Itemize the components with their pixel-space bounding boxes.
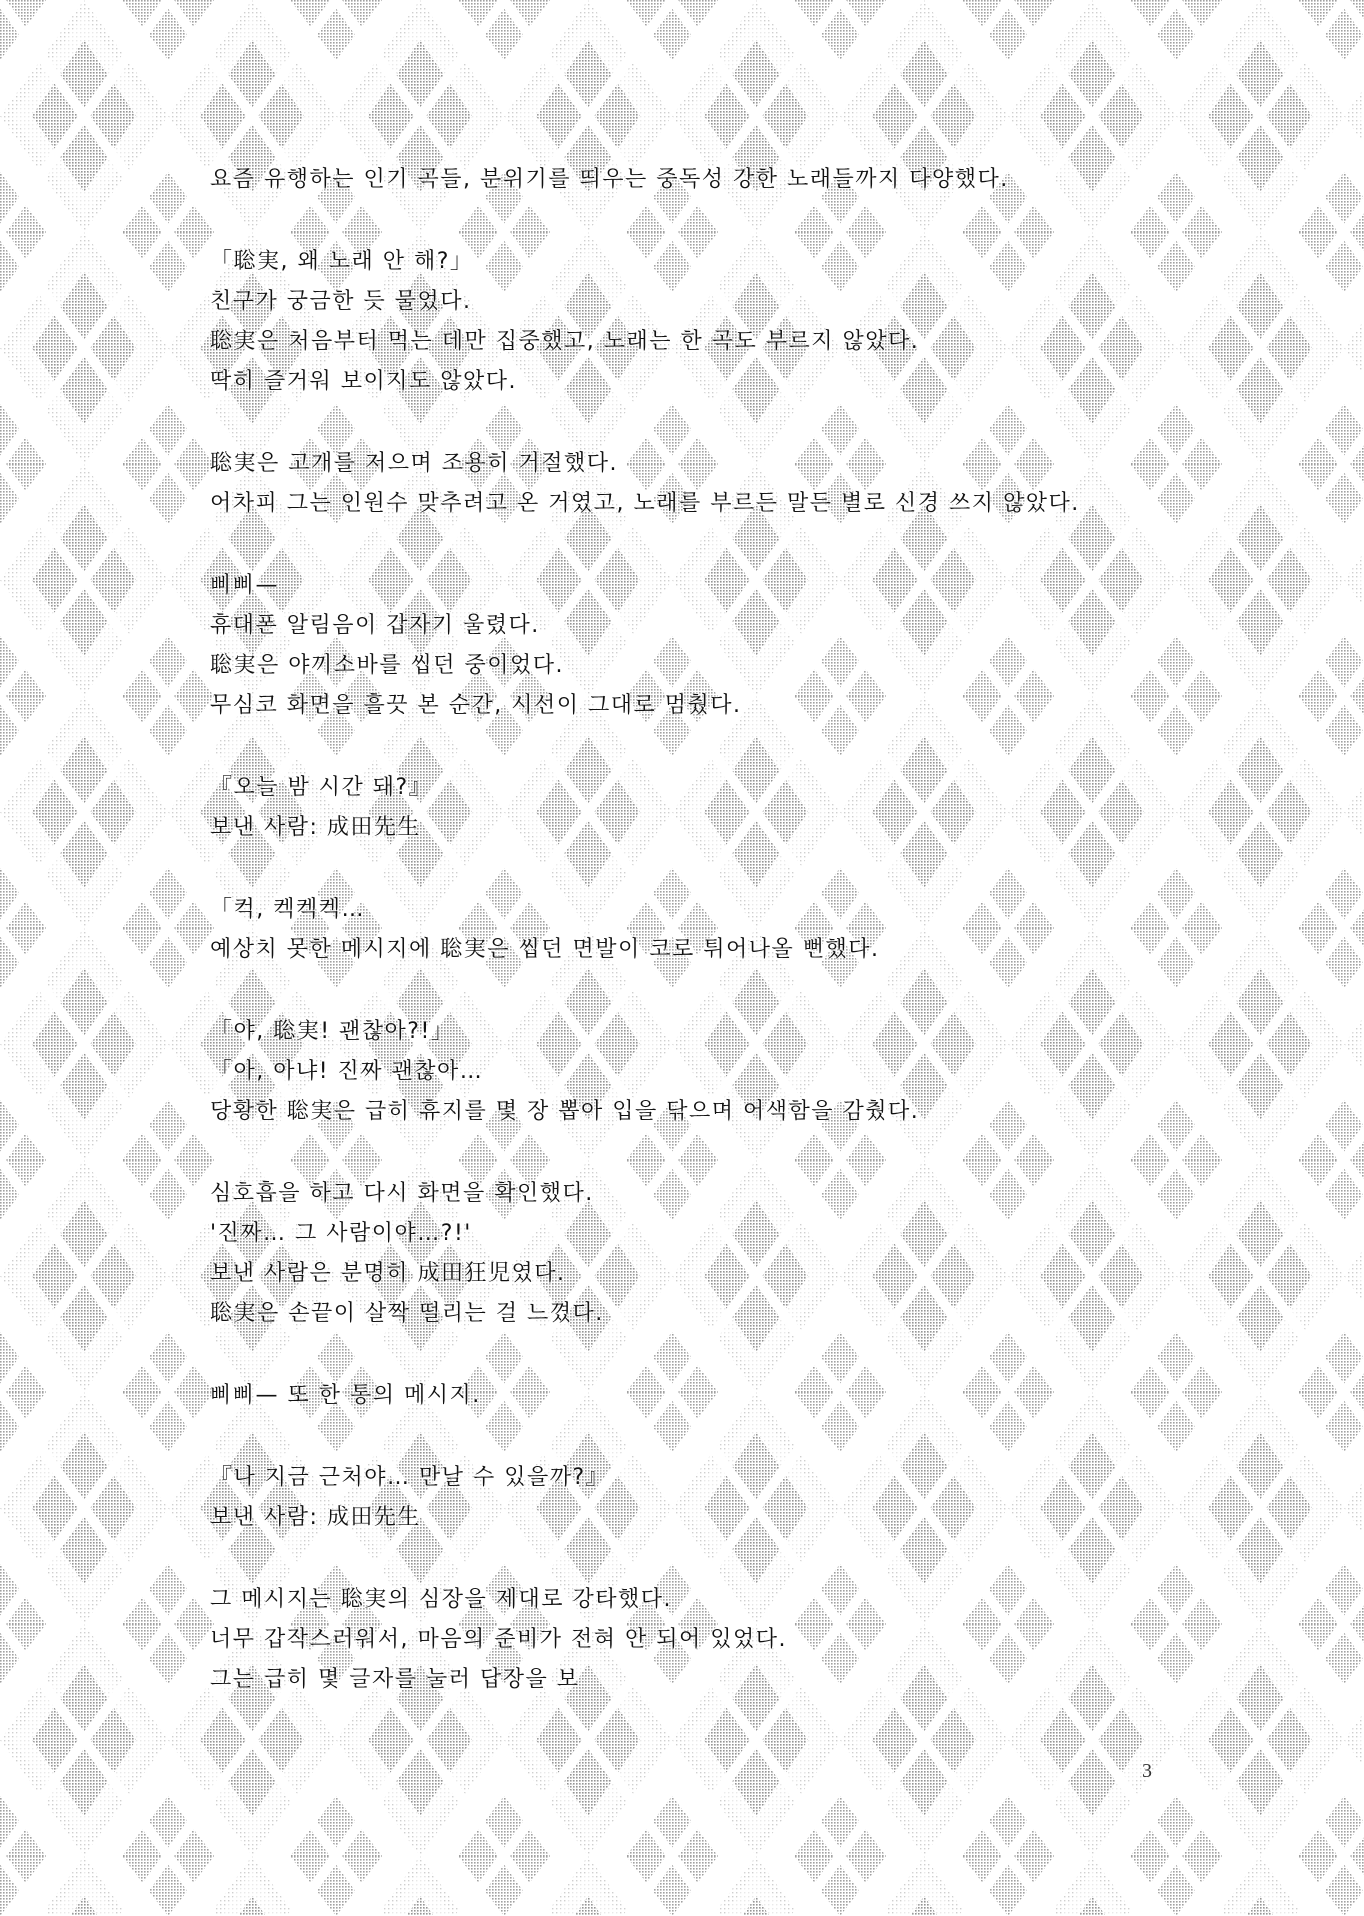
text-line: 聡実은 손끝이 살짝 떨리는 걸 느꼈다. — [210, 1301, 604, 1326]
dialogue-line: 「聡実, 왜 노래 안 해?」 — [210, 249, 474, 274]
blank-line — [210, 402, 1210, 444]
text-line: 요즘 유행하는 인기 곡들, 분위기를 띄우는 중독성 강한 노래들까지 다양했다. — [210, 167, 1009, 192]
blank-line — [210, 1416, 1210, 1458]
text-line: 聡実은 야끼소바를 씹던 중이었다. — [210, 653, 564, 678]
message-sender-line: 보낸 사람: 成田先生 — [210, 815, 421, 840]
blank-line — [210, 726, 1210, 768]
message-line: 『오늘 밤 시간 돼?』 — [210, 775, 433, 800]
dialogue-line: 「컥, 켁켁켁… — [210, 897, 365, 922]
text-line: 그는 급히 몇 글자를 눌러 답장을 보 — [210, 1667, 580, 1692]
message-line: 『나 지금 근처야… 만날 수 있을까?』 — [210, 1465, 610, 1490]
message-sender-line: 보낸 사람: 成田先生 — [210, 1505, 421, 1530]
text-line: 심호흡을 하고 다시 화면을 확인했다. — [210, 1181, 594, 1206]
text-line: 너무 갑작스러워서, 마음의 준비가 전혀 안 되어 있었다. — [210, 1627, 787, 1652]
sound-effect-line: 삐삐— 또 한 통의 메시지. — [210, 1383, 481, 1408]
text-line: 당황한 聡実은 급히 휴지를 몇 장 뽑아 입을 닦으며 어색함을 감췄다. — [210, 1099, 920, 1124]
blank-line — [210, 848, 1210, 890]
blank-line — [210, 1538, 1210, 1580]
blank-line — [210, 1334, 1210, 1376]
text-line: 聡実은 처음부터 먹는 데만 집중했고, 노래는 한 곡도 부르지 않았다. — [210, 329, 920, 354]
text-line: 어차피 그는 인원수 맞추려고 온 거였고, 노래를 부르든 말든 별로 신경 쓰지 않았다. — [210, 491, 1080, 516]
thought-line: '진짜… 그 사람이야…?!' — [210, 1221, 472, 1246]
text-line: 무심코 화면을 흘끗 본 순간, 시선이 그대로 멈췄다. — [210, 693, 742, 718]
blank-line — [210, 200, 1210, 242]
page-number: 3 — [1142, 1760, 1152, 1782]
sound-effect-line: 삐삐— — [210, 573, 280, 598]
body-text — [210, 160, 1210, 1700]
text-line: 딱히 즐거워 보이지도 않았다. — [210, 369, 517, 394]
text-line: 그 메시지는 聡実의 심장을 제대로 강타했다. — [210, 1587, 672, 1612]
text-line: 예상치 못한 메시지에 聡実은 씹던 면발이 코로 튀어나올 뻔했다. — [210, 937, 880, 962]
text-line: 친구가 궁금한 듯 물었다. — [210, 289, 472, 314]
blank-line — [210, 524, 1210, 566]
dialogue-line: 「야, 聡実! 괜찮아?!」 — [210, 1019, 455, 1044]
blank-line — [210, 970, 1210, 1012]
dialogue-line: 「아, 아냐! 진짜 괜찮아… — [210, 1059, 484, 1084]
text-line: 聡実은 고개를 저으며 조용히 거절했다. — [210, 451, 618, 476]
blank-line — [210, 1132, 1210, 1174]
text-line: 휴대폰 알림음이 갑자기 울렸다. — [210, 613, 540, 638]
text-line: 보낸 사람은 분명히 成田狂児였다. — [210, 1261, 566, 1286]
